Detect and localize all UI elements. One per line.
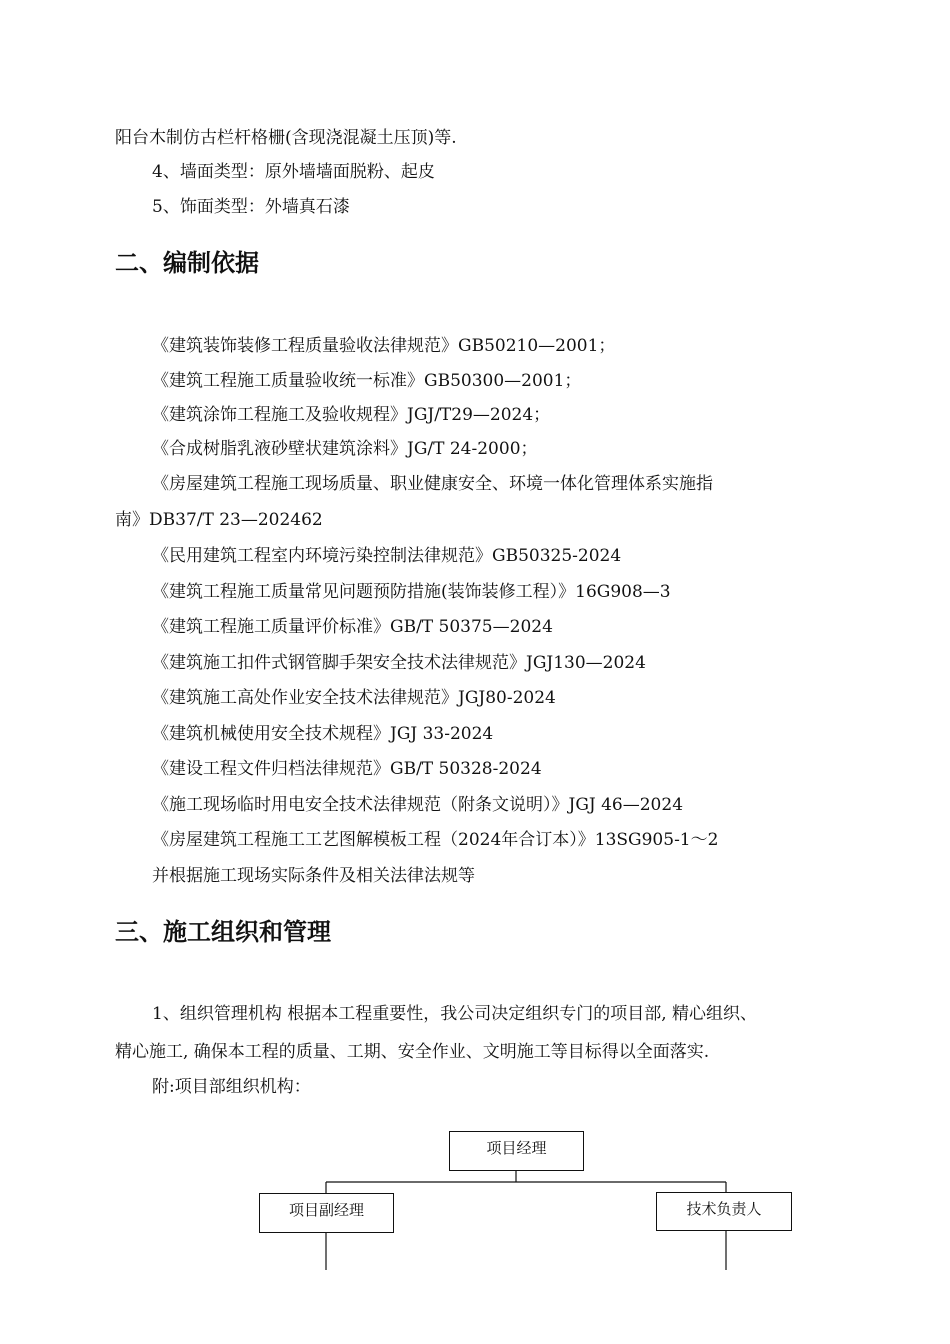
section-heading: 二、编制依据	[115, 249, 259, 277]
org-box-project-manager	[449, 1131, 584, 1171]
reference-item: 《施工现场临时用电安全技术法律规范（附条文说明）》JGJ 46—2024	[152, 795, 684, 815]
body-text-line: 阳台木制仿古栏杆格栅(含现浇混凝土压顶)等.	[115, 128, 457, 148]
reference-item: 《建筑施工扣件式钢管脚手架安全技术法律规范》JGJ130—2024	[152, 653, 646, 673]
reference-item: 《房屋建筑工程施工工艺图解模板工程（2024年合订本）》13SG905-1～2	[152, 830, 719, 850]
body-text-line: 精心施工, 确保本工程的质量、工期、安全作业、文明施工等目标得以全面落实.	[115, 1042, 710, 1062]
body-text-line: 4、墙面类型：原外墙墙面脱粉、起皮	[152, 162, 435, 182]
reference-item: 《民用建筑工程室内环境污染控制法律规范》GB50325-2024	[152, 546, 622, 566]
reference-item: 《合成树脂乳液砂壁状建筑涂料》JG/T 24-2000；	[152, 439, 538, 459]
body-text-line: 1、组织管理机构 根据本工程重要性，我公司决定组织专门的项目部, 精心组织、	[152, 1004, 758, 1024]
org-box-deputy-manager	[259, 1193, 394, 1233]
body-text-line: 附:项目部组织机构：	[152, 1077, 311, 1097]
org-box-label: 项目副经理	[288, 1201, 364, 1219]
body-text-line: 5、饰面类型：外墙真石漆	[152, 197, 350, 217]
reference-item: 《建筑工程施工质量评价标准》GB/T 50375—2024	[152, 617, 553, 637]
reference-item: 《建筑工程施工质量常见问题预防措施(装饰装修工程）》16G908—3	[152, 582, 671, 602]
section-heading: 三、施工组织和管理	[115, 918, 331, 946]
org-box-label: 项目经理	[486, 1139, 547, 1157]
reference-item: 《建设工程文件归档法律规范》GB/T 50328-2024	[152, 759, 542, 779]
org-box-label: 技术负责人	[686, 1200, 762, 1218]
reference-item: 《建筑装饰装修工程质量验收法律规范》GB50210—2001；	[152, 336, 616, 356]
reference-item: 《建筑施工高处作业安全技术法律规范》JGJ80-2024	[152, 688, 556, 708]
reference-item: 《建筑涂饰工程施工及验收规程》JGJ/T29—2024；	[152, 405, 551, 425]
reference-item: 《建筑工程施工质量验收统一标准》GB50300—2001；	[152, 371, 582, 391]
reference-item: 《房屋建筑工程施工现场质量、职业健康安全、环境一体化管理体系实施指	[152, 474, 713, 494]
reference-item: 《建筑机械使用安全技术规程》JGJ 33-2024	[152, 724, 494, 744]
org-box-technical-lead	[656, 1192, 792, 1231]
reference-item: 南》DB37/T 23—202462	[115, 510, 323, 530]
reference-item: 并根据施工现场实际条件及相关法律法规等	[152, 866, 475, 886]
